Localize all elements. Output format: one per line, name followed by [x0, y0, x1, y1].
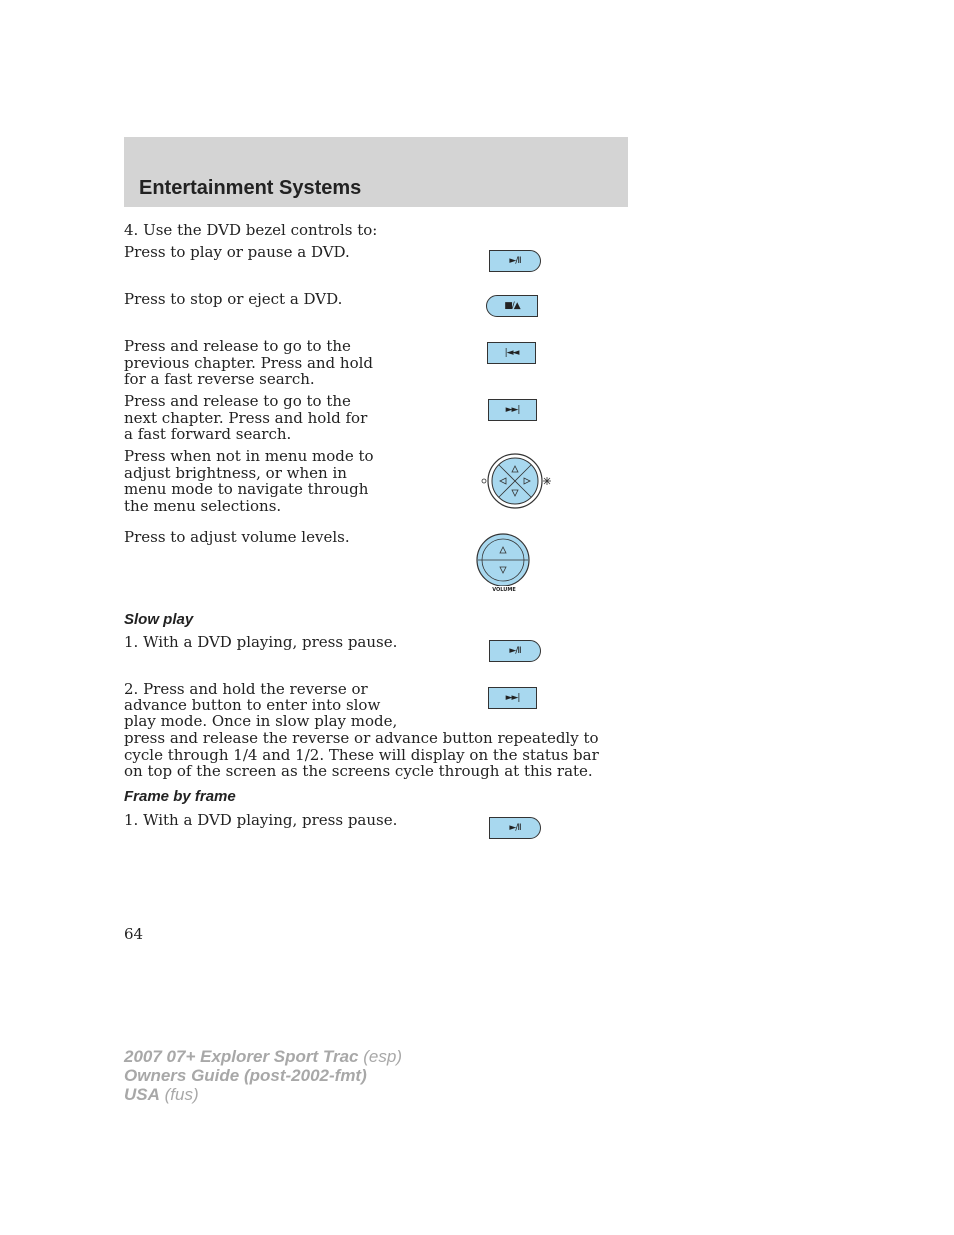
frame-by-frame-heading: Frame by frame [124, 788, 236, 805]
navigation-pad-icon [478, 453, 552, 511]
next-chapter-description: Press and release to go to the next chapter. Press and hold for a fast forward search. [124, 392, 368, 443]
stop-eject-button: ■/▲ [486, 295, 538, 317]
previous-chapter-description: Press and release to go to the previous chapter. Press and hold for a fast reverse search. [124, 337, 374, 388]
slow-play-step2-line2: advance button to enter into slow [124, 696, 381, 714]
slow-play-step1: 1. With a DVD playing, press pause. [124, 633, 398, 651]
navigation-pad-description: Press when not in menu mode to adjust brightness, or when in menu mode to navigate through the menu selections. [124, 447, 374, 515]
footer-line-3: USA (fus) [124, 1085, 199, 1104]
page-number: 64 [124, 925, 144, 943]
frame-by-frame-step1: 1. With a DVD playing, press pause. [124, 811, 398, 829]
section-title: Entertainment Systems [139, 177, 362, 199]
volume-knob-label: VOLUME [492, 587, 516, 593]
slow-play-advance-button: ►►| [488, 687, 537, 709]
play-pause-description: Press to play or pause a DVD. [124, 243, 350, 261]
slow-play-heading: Slow play [124, 611, 194, 628]
volume-description: Press to adjust volume levels. [124, 528, 350, 546]
slow-play-step2-continued: press and release the reverse or advance button repeatedly to cycle through 1/4 and 1/2. These will display on the status bar on top of the screen as the screens cycle through at this rate. [124, 729, 599, 780]
volume-knob-icon [475, 532, 533, 598]
intro-text: 4. Use the DVD bezel controls to: [124, 221, 378, 239]
slow-play-pause-button: ►/II [489, 640, 541, 662]
previous-chapter-button: |◄◄ [487, 342, 536, 364]
slow-play-step2-line3: play mode. Once in slow play mode, [124, 712, 398, 730]
frame-by-frame-pause-button: ►/II [489, 817, 541, 839]
document-footer [124, 1047, 402, 1104]
slow-play-step2-line1: 2. Press and hold the reverse or [124, 680, 368, 698]
stop-eject-description: Press to stop or eject a DVD. [124, 290, 343, 308]
next-chapter-button: ►►| [488, 399, 537, 421]
section-header-band [124, 137, 628, 207]
footer-line-1: 2007 07+ Explorer Sport Trac (esp) [124, 1047, 402, 1066]
play-pause-button: ►/II [489, 250, 541, 272]
footer-line-2: Owners Guide (post-2002-fmt) [124, 1066, 367, 1085]
